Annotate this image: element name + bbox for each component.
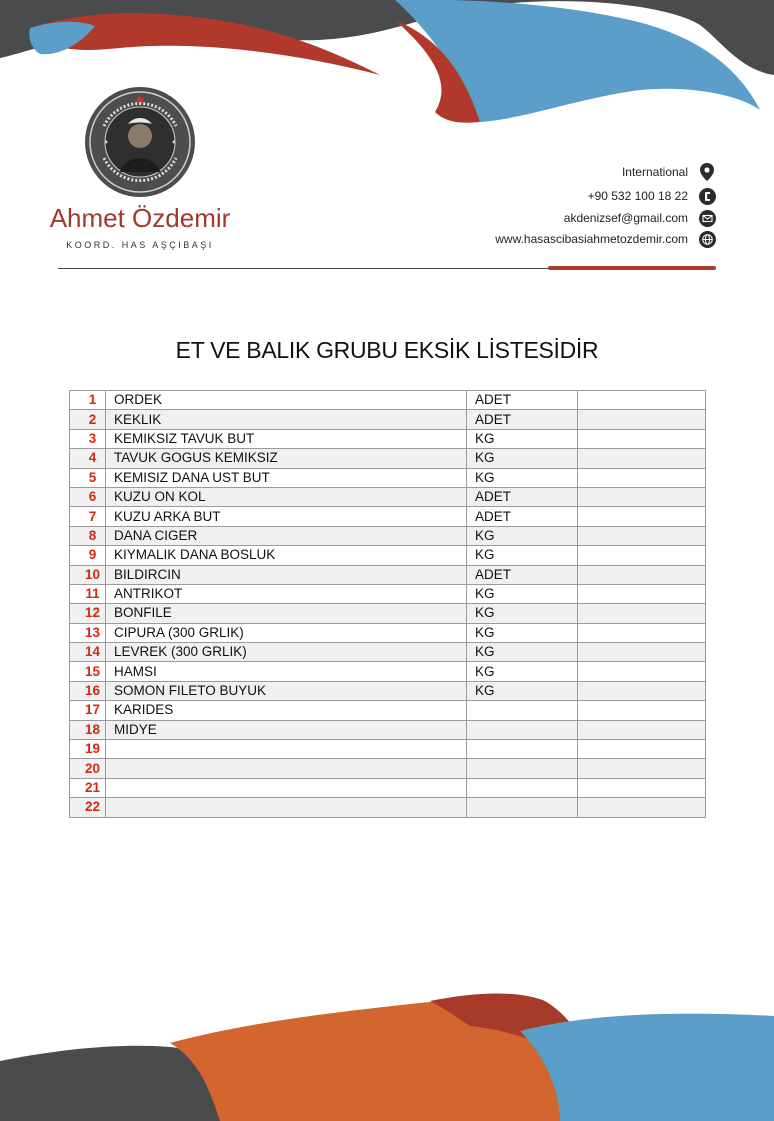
table-row <box>70 604 706 623</box>
item-name: KUZU ARKA BUT <box>106 507 467 526</box>
extra-cell <box>578 623 706 642</box>
extra-cell <box>578 701 706 720</box>
unit: KG <box>467 662 578 681</box>
extra-cell <box>578 410 706 429</box>
extra-cell <box>578 526 706 545</box>
header-divider-accent <box>548 266 716 270</box>
item-name: MIDYE <box>106 720 467 739</box>
unit: ADET <box>467 565 578 584</box>
item-name <box>106 798 467 817</box>
row-number: 16 <box>70 681 106 700</box>
table-row <box>70 449 706 468</box>
row-number: 14 <box>70 643 106 662</box>
item-name: ORDEK <box>106 391 467 410</box>
unit: KG <box>467 623 578 642</box>
row-number: 8 <box>70 526 106 545</box>
location-pin-icon <box>698 163 716 181</box>
contact-phone <box>588 186 716 206</box>
extra-cell <box>578 778 706 797</box>
row-number: 17 <box>70 701 106 720</box>
extra-cell <box>578 546 706 565</box>
item-name: KEKLIK <box>106 410 467 429</box>
unit <box>467 778 578 797</box>
row-number: 11 <box>70 584 106 603</box>
email-text[interactable]: akdenizsef@gmail.com <box>563 211 688 225</box>
row-number: 10 <box>70 565 106 584</box>
unit <box>467 701 578 720</box>
unit <box>467 759 578 778</box>
item-name: CIPURA (300 GRLIK) <box>106 623 467 642</box>
table-row <box>70 584 706 603</box>
table-row <box>70 526 706 545</box>
item-name: TAVUK GOGUS KEMIKSIZ <box>106 449 467 468</box>
extra-cell <box>578 681 706 700</box>
row-number: 20 <box>70 759 106 778</box>
brand-title: KOORD. HAS AŞÇIBAŞI <box>66 240 214 250</box>
globe-icon <box>698 230 716 248</box>
extra-cell <box>578 720 706 739</box>
row-number: 21 <box>70 778 106 797</box>
table-row <box>70 643 706 662</box>
unit: KG <box>467 681 578 700</box>
unit: ADET <box>467 391 578 410</box>
item-name <box>106 759 467 778</box>
item-name: LEVREK (300 GRLIK) <box>106 643 467 662</box>
unit: KG <box>467 468 578 487</box>
item-name <box>106 740 467 759</box>
row-number: 22 <box>70 798 106 817</box>
item-name: SOMON FILETO BUYUK <box>106 681 467 700</box>
table-row <box>70 778 706 797</box>
item-name: BONFILE <box>106 604 467 623</box>
website-text[interactable]: www.hasascibasiahmetozdemir.com <box>495 232 688 246</box>
item-name: KARIDES <box>106 701 467 720</box>
row-number: 3 <box>70 429 106 448</box>
item-name: ANTRIKOT <box>106 584 467 603</box>
row-number: 18 <box>70 720 106 739</box>
extra-cell <box>578 468 706 487</box>
table-row <box>70 507 706 526</box>
item-name: HAMSI <box>106 662 467 681</box>
extra-cell <box>578 565 706 584</box>
location-text: International <box>621 165 688 179</box>
unit: KG <box>467 604 578 623</box>
row-number: 1 <box>70 391 106 410</box>
table-row <box>70 740 706 759</box>
unit <box>467 720 578 739</box>
table-row <box>70 468 706 487</box>
row-number: 15 <box>70 662 106 681</box>
extra-cell <box>578 449 706 468</box>
table-row <box>70 623 706 642</box>
unit: KG <box>467 643 578 662</box>
row-number: 5 <box>70 468 106 487</box>
row-number: 13 <box>70 623 106 642</box>
extra-cell <box>578 740 706 759</box>
unit: KG <box>467 449 578 468</box>
unit: ADET <box>467 487 578 506</box>
unit: ADET <box>467 507 578 526</box>
extra-cell <box>578 429 706 448</box>
row-number: 2 <box>70 410 106 429</box>
table-row <box>70 546 706 565</box>
extra-cell <box>578 662 706 681</box>
logo-seal <box>84 86 196 198</box>
row-number: 4 <box>70 449 106 468</box>
unit: KG <box>467 526 578 545</box>
table-row <box>70 720 706 739</box>
contact-email[interactable] <box>564 208 716 228</box>
row-number: 9 <box>70 546 106 565</box>
table-row <box>70 662 706 681</box>
row-number: 7 <box>70 507 106 526</box>
extra-cell <box>578 584 706 603</box>
item-name <box>106 778 467 797</box>
row-number: 12 <box>70 604 106 623</box>
table-row <box>70 391 706 410</box>
mail-icon <box>698 209 716 227</box>
unit <box>467 798 578 817</box>
item-name: KIYMALIK DANA BOSLUK <box>106 546 467 565</box>
item-name: BILDIRCIN <box>106 565 467 584</box>
contact-website[interactable] <box>495 229 716 249</box>
item-name: KEMIKSIZ TAVUK BUT <box>106 429 467 448</box>
item-name: KEMISIZ DANA UST BUT <box>106 468 467 487</box>
item-name: DANA CIGER <box>106 526 467 545</box>
extra-cell <box>578 391 706 410</box>
phone-text: +90 532 100 18 22 <box>587 189 688 203</box>
inventory-table-body <box>70 391 706 818</box>
unit: KG <box>467 584 578 603</box>
table-row <box>70 759 706 778</box>
table-row <box>70 410 706 429</box>
table-row <box>70 565 706 584</box>
extra-cell <box>578 604 706 623</box>
extra-cell <box>578 507 706 526</box>
unit: KG <box>467 429 578 448</box>
phone-icon <box>698 187 716 205</box>
extra-cell <box>578 759 706 778</box>
brand-name: Ahmet Özdemir <box>49 203 231 233</box>
unit: KG <box>467 546 578 565</box>
extra-cell <box>578 798 706 817</box>
contact-location <box>622 162 716 182</box>
document-title: ET VE BALIK GRUBU EKSİK LİSTESİDİR <box>175 337 599 363</box>
row-number: 19 <box>70 740 106 759</box>
table-row <box>70 701 706 720</box>
header-divider <box>58 268 548 269</box>
unit <box>467 740 578 759</box>
extra-cell <box>578 487 706 506</box>
extra-cell <box>578 643 706 662</box>
table-row <box>70 487 706 506</box>
inventory-table <box>69 390 706 818</box>
table-row <box>70 429 706 448</box>
table-row <box>70 798 706 817</box>
row-number: 6 <box>70 487 106 506</box>
unit: ADET <box>467 410 578 429</box>
item-name: KUZU ON KOL <box>106 487 467 506</box>
footer-decoration <box>0 971 774 1121</box>
table-row <box>70 681 706 700</box>
